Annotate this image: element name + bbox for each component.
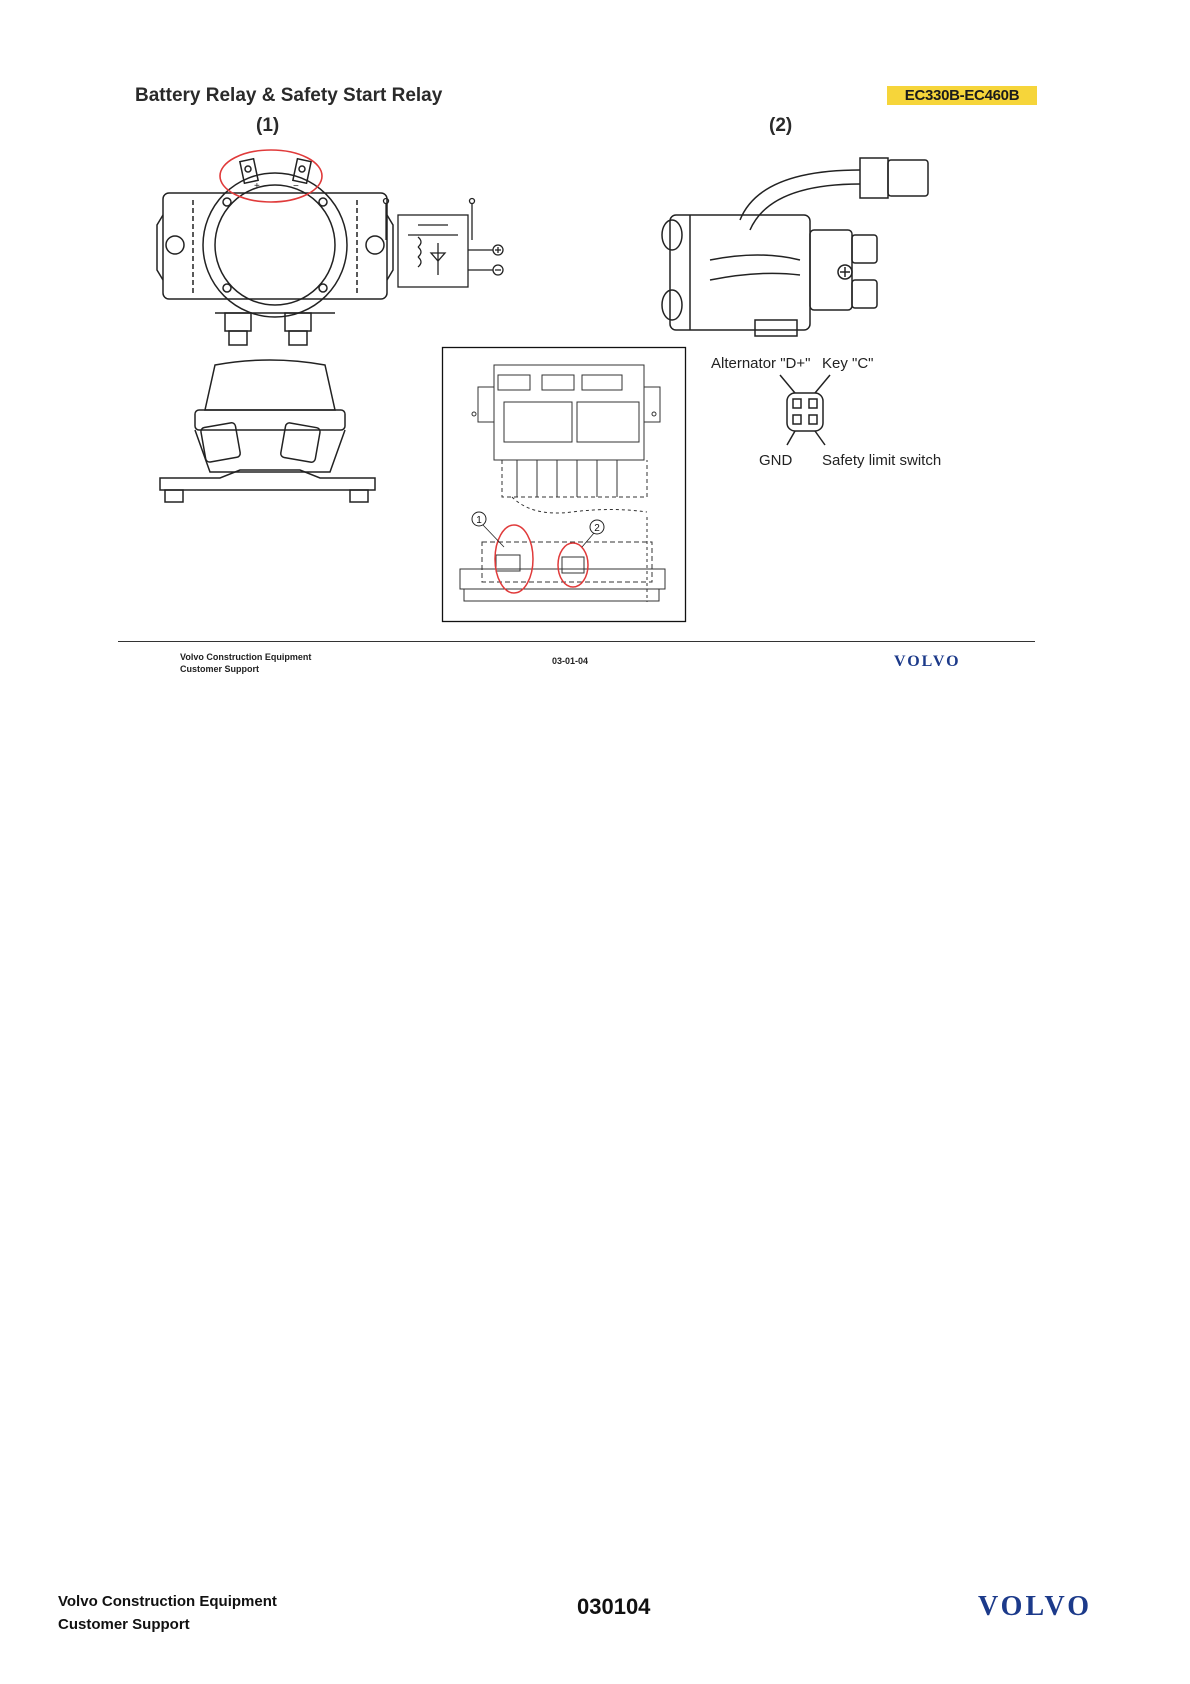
callout-1: 1 — [476, 515, 482, 526]
page-footer-company — [180, 651, 311, 675]
page-footer-date: 03-01-04 — [552, 656, 589, 666]
page-footer-company-line2: Customer Support — [180, 664, 260, 674]
terminal-highlight-ellipse — [217, 147, 325, 205]
relay-minus-mark: − — [293, 181, 299, 192]
connector-label-key: Key "C" — [822, 355, 874, 372]
volvo-logo-small: VOLVO — [894, 653, 961, 670]
relay-schematic-symbol — [378, 195, 518, 295]
callout-2: 2 — [594, 523, 600, 534]
page-footer-company-line1: Volvo Construction Equipment — [180, 652, 312, 662]
connector-label-gnd: GND — [759, 452, 793, 469]
figure-1-label: (1) — [256, 115, 280, 136]
connector-pinout-drawing — [775, 375, 845, 450]
model-badge: EC330B-EC460B — [887, 86, 1037, 105]
page-title: Battery Relay & Safety Start Relay — [135, 85, 443, 106]
figure-2-label: (2) — [769, 115, 793, 136]
connector-label-alternator: Alternator "D+" — [711, 355, 811, 372]
relay-plus-mark: + — [254, 181, 260, 192]
connector-label-safety: Safety limit switch — [822, 452, 942, 469]
battery-relay-side-drawing — [155, 360, 380, 505]
location-diagram — [442, 347, 686, 622]
doc-footer-company-line1: Volvo Construction Equipment — [58, 1593, 277, 1610]
doc-footer-company — [58, 1590, 277, 1636]
doc-footer-company-line2: Customer Support — [58, 1616, 190, 1633]
footer-divider — [118, 641, 1035, 642]
volvo-logo: VOLVO — [978, 1591, 1092, 1622]
safety-start-relay-drawing — [640, 150, 1020, 340]
doc-footer-code: 030104 — [577, 1594, 651, 1619]
